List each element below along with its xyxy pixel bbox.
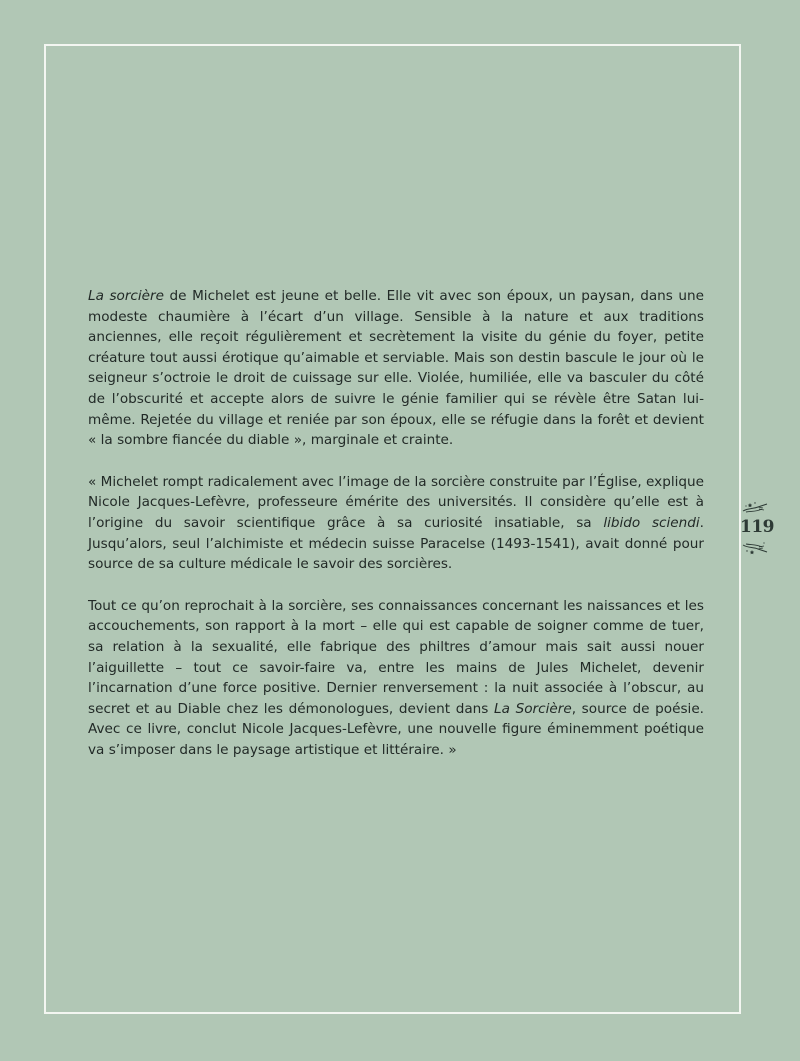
article-body (88, 286, 704, 781)
page-marker (740, 500, 774, 560)
text-segment: libido sciendi (603, 514, 700, 531)
text-segment: . Jusqu’alors, seul l’alchimiste et médecin suisse Paracelse (1493-1541), avait donné pour source de sa culture médicale le savoir des sorcières. (88, 514, 704, 573)
text-segment: de Michelet est jeune et belle. Elle vit avec son époux, un paysan, dans une modeste chaumière à l’écart d’un village. Sensible à la nature et aux traditions anciennes, elle reçoit régulièrement et secrètement la visite du génie du foyer, petite créature tout aussi érotique qu’aimable et serviable. Mais son destin bascule le jour où le seigneur s’octroie le droit de cuissage sur elle. Violée, humiliée, elle va basculer du côté de l’obscurité et accepte alors de suivre le génie familier qui se révèle être Satan lui-même. Rejetée du village et reniée par son époux, elle se réfugie dans la forêt et devient « la sombre fiancée du diable », marginale et crainte. (88, 288, 704, 449)
hand-with-stars-icon (740, 500, 770, 516)
paragraph-1 (88, 286, 704, 451)
text-segment: « Michelet rompt radicalement avec l’image de la sorcière construite par l’Église, explique Nicole Jacques-Lefèvre, professeure émérite des universités. Il considère qu’elle est à l’origine du savoir scientifique grâce à sa curiosité insatiable, sa (88, 473, 704, 531)
hand-with-stars-icon (740, 540, 770, 556)
paragraph-2 (88, 472, 704, 575)
text-segment: La sorcière (88, 288, 164, 304)
text-segment: , source de poésie. Avec ce livre, conclut Nicole Jacques-Lefèvre, une nouvelle figure éminemment poétique va s’imposer dans le paysage artistique et littéraire. » (88, 700, 704, 758)
page-number: 119 (740, 517, 774, 537)
paragraph-3 (88, 596, 704, 761)
text-segment: Tout ce qu’on reprochait à la sorcière, ses connaissances concernant les naissances et les accouchements, son rapport à la mort – elle qui est capable de soigner comme de tuer, sa relation à la sexualité, elle fabrique des philtres d’amour mais sait aussi nouer l’aiguillette – tout ce savoir-faire va, entre les mains de Jules Michelet, devenir l’incarnation d’une force positive. Dernier renversement : la nuit associée à l’obscur, au secret et au Diable chez les démonologues, devient dans (88, 597, 704, 717)
text-segment: La Sorcière (494, 700, 572, 717)
